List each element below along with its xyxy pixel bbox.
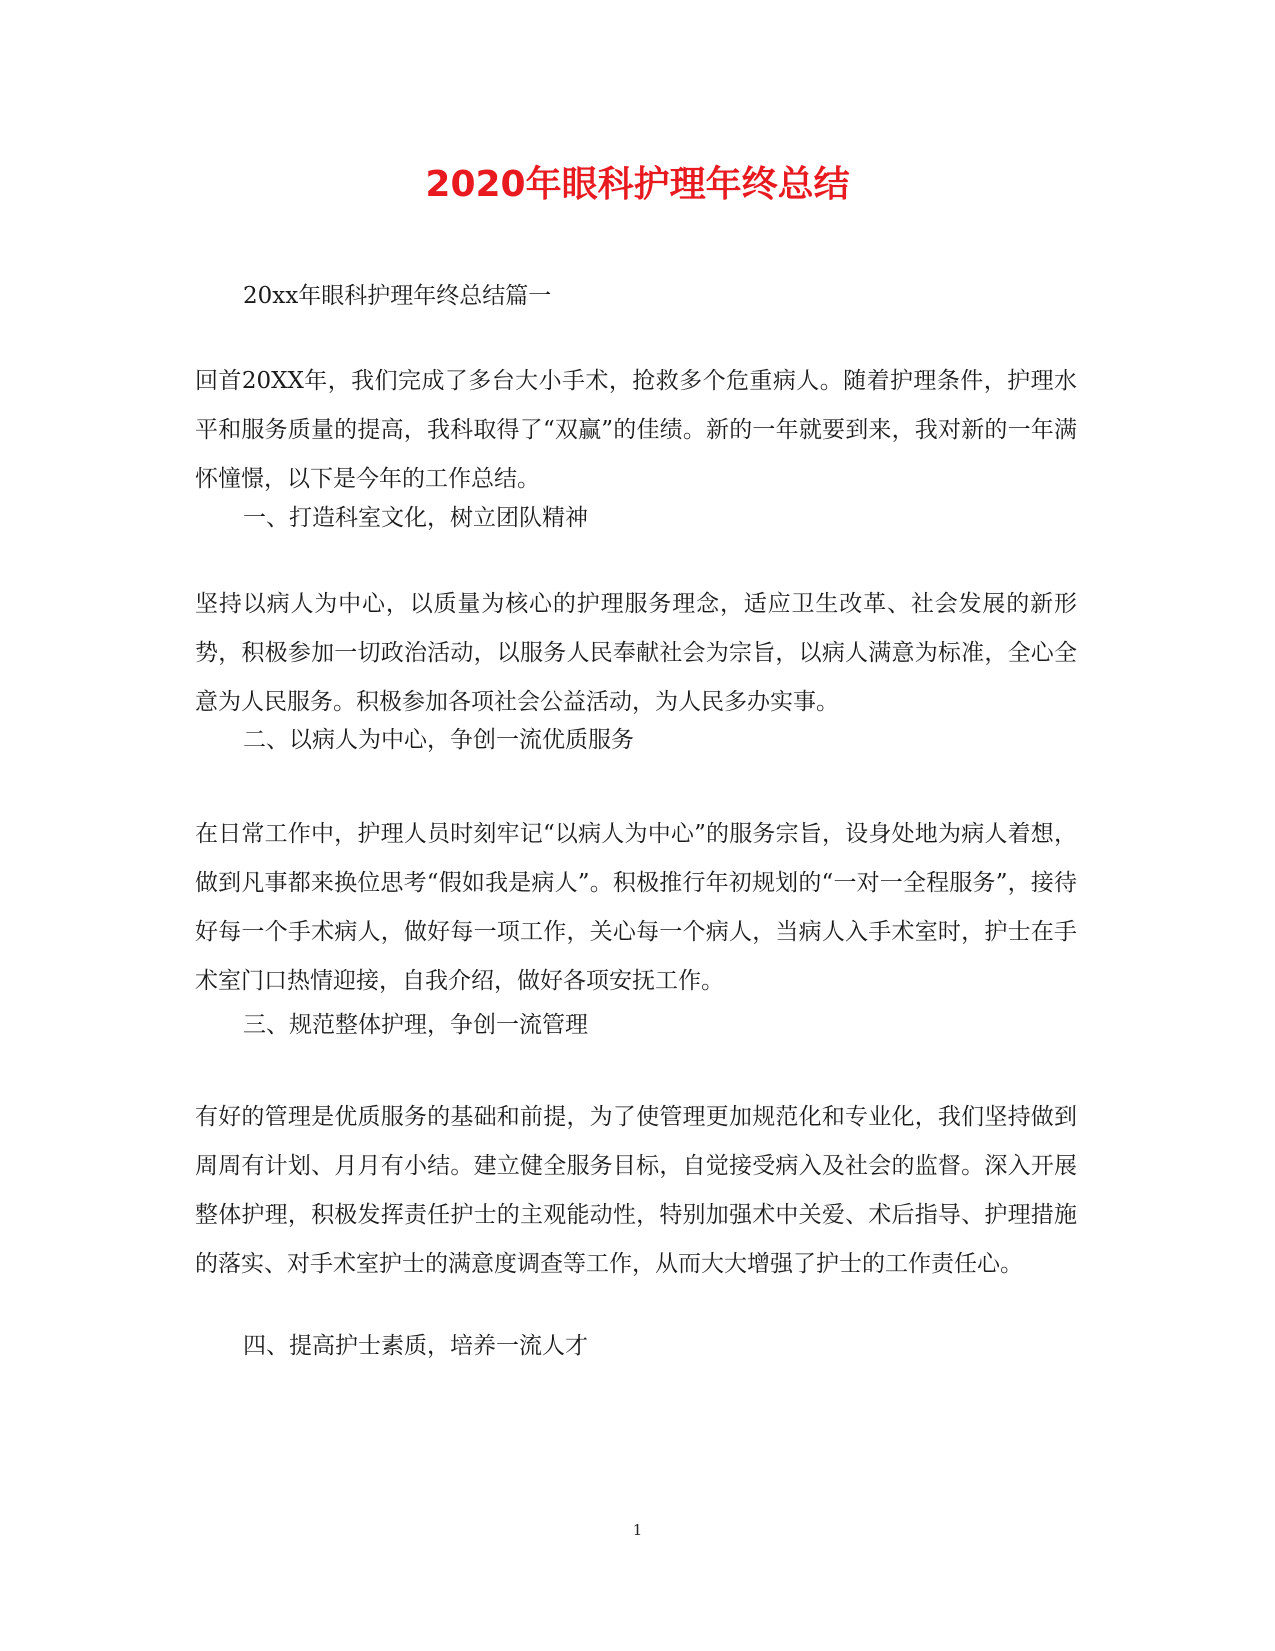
heading-2: 二、以病人为中心，争创一流优质服务 [243, 727, 634, 753]
paragraph-intro: 回首20XX年，我们完成了多台大小手术，抢救多个危重病人。随着护理条件，护理水平和服务质量的提高，我科取得了“双赢”的佳绩。新的一年就要到来，我对新的一年满怀憧憬，以下是今年的工作总结。 [195, 368, 1077, 492]
paragraph-3: 有好的管理是优质服务的基础和前提，为了使管理更加规范化和专业化，我们坚持做到周周有计划、月月有小结。建立健全服务目标，自觉接受病入及社会的监督。深入开展整体护理，积极发挥责任护士的主观能动性，特别加强术中关爱、术后指导、护理措施的落实、对手术室护士的满意度调查等工作，从而大大增强了护士的工作责任心。 [195, 1104, 1077, 1277]
heading-3: 三、规范整体护理，争创一流管理 [243, 1012, 588, 1038]
heading-1: 一、打造科室文化，树立团队精神 [243, 505, 588, 531]
paragraph-2: 在日常工作中，护理人员时刻牢记“以病人为中心”的服务宗旨，设身处地为病人着想，做到凡事都来换位思考“假如我是病人”。积极推行年初规划的“一对一全程服务”，接待好每一个手术病人，做好每一项工作，关心每一个病人，当病人入手术室时，护士在手术室门口热情迎接，自我介绍，做好各项安抚工作。 [195, 821, 1077, 994]
page-number: 1 [632, 1521, 643, 1539]
section-subtitle: 20xx年眼科护理年终总结篇一 [243, 283, 552, 309]
document-title: 2020年眼科护理年终总结 [425, 164, 850, 205]
paragraph-1: 坚持以病人为中心，以质量为核心的护理服务理念，适应卫生改革、社会发展的新形势，积极参加一切政治活动，以服务人民奉献社会为宗旨，以病人满意为标准，全心全意为人民服务。积极参加各项社会公益活动，为人民多办实事。 [195, 591, 1077, 715]
heading-4: 四、提高护士素质，培养一流人才 [243, 1333, 588, 1359]
